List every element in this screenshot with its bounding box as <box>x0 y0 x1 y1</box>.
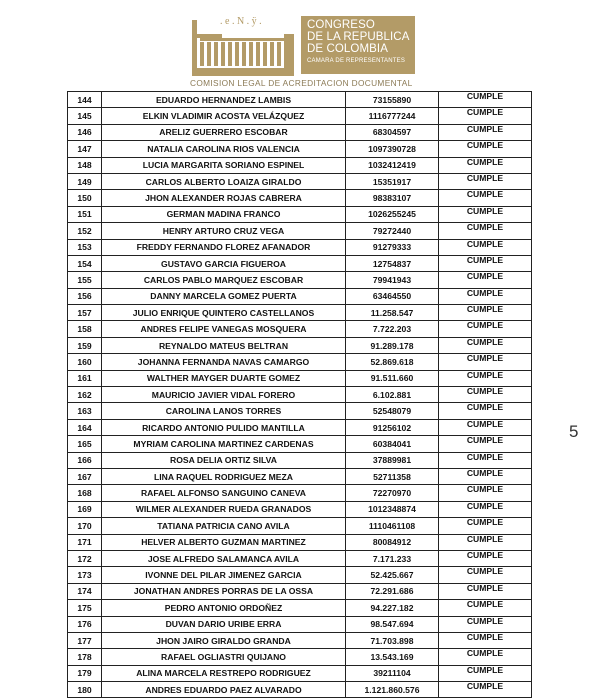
row-name: GERMAN MADINA FRANCO <box>102 206 346 222</box>
table-row <box>68 387 532 403</box>
row-id-number: 68304597 <box>346 124 439 140</box>
row-name: LUCIA MARGARITA SORIANO ESPINEL <box>102 157 346 173</box>
row-name: EDUARDO HERNANDEZ LAMBIS <box>102 92 346 108</box>
row-number: 146 <box>68 124 102 140</box>
row-status: CUMPLE <box>439 452 532 468</box>
row-number: 149 <box>68 173 102 189</box>
row-number: 164 <box>68 419 102 435</box>
row-name: JHON JAIRO GIRALDO GRANDA <box>102 632 346 648</box>
row-id-number: 37889981 <box>346 452 439 468</box>
table-row <box>68 157 532 173</box>
row-number: 174 <box>68 583 102 599</box>
table-row <box>68 534 532 550</box>
row-number: 162 <box>68 387 102 403</box>
row-name: WALTHER MAYGER DUARTE GOMEZ <box>102 370 346 386</box>
row-status: CUMPLE <box>439 387 532 403</box>
row-status: CUMPLE <box>439 321 532 337</box>
row-name: DUVAN DARIO URIBE ERRA <box>102 616 346 632</box>
row-status: CUMPLE <box>439 583 532 599</box>
row-status: CUMPLE <box>439 239 532 255</box>
row-status: CUMPLE <box>439 534 532 550</box>
row-number: 177 <box>68 632 102 648</box>
table-row <box>68 567 532 583</box>
row-number: 169 <box>68 501 102 517</box>
row-name: MYRIAM CAROLINA MARTINEZ CARDENAS <box>102 436 346 452</box>
row-id-number: 1.121.860.576 <box>346 682 439 698</box>
row-id-number: 98.547.694 <box>346 616 439 632</box>
table-row <box>68 682 532 698</box>
row-id-number: 91.511.660 <box>346 370 439 386</box>
row-id-number: 72270970 <box>346 485 439 501</box>
table-row <box>68 255 532 271</box>
commission-subtitle: COMISION LEGAL DE ACREDITACION DOCUMENTAL <box>190 78 413 88</box>
row-id-number: 7.171.233 <box>346 550 439 566</box>
row-id-number: 1012348874 <box>346 501 439 517</box>
row-number: 147 <box>68 141 102 157</box>
row-status: CUMPLE <box>439 255 532 271</box>
row-id-number: 79272440 <box>346 223 439 239</box>
row-status: CUMPLE <box>439 436 532 452</box>
table-row <box>68 485 532 501</box>
row-number: 152 <box>68 223 102 239</box>
table-row <box>68 288 532 304</box>
table-row <box>68 436 532 452</box>
row-status: CUMPLE <box>439 337 532 353</box>
table-row <box>68 632 532 648</box>
row-status: CUMPLE <box>439 649 532 665</box>
row-number: 175 <box>68 600 102 616</box>
row-name: ROSA DELIA ORTIZ SILVA <box>102 452 346 468</box>
row-status: CUMPLE <box>439 550 532 566</box>
row-number: 176 <box>68 616 102 632</box>
row-id-number: 73155890 <box>346 92 439 108</box>
row-name: MAURICIO JAVIER VIDAL FORERO <box>102 387 346 403</box>
row-status: CUMPLE <box>439 632 532 648</box>
row-number: 158 <box>68 321 102 337</box>
row-status: CUMPLE <box>439 206 532 222</box>
row-status: CUMPLE <box>439 173 532 189</box>
table-row <box>68 501 532 517</box>
row-name: HELVER ALBERTO GUZMAN MARTINEZ <box>102 534 346 550</box>
table-row <box>68 550 532 566</box>
table-row <box>68 337 532 353</box>
row-id-number: 1026255245 <box>346 206 439 222</box>
row-id-number: 94.227.182 <box>346 600 439 616</box>
row-name: CAROLINA LANOS TORRES <box>102 403 346 419</box>
row-id-number: 52.869.618 <box>346 354 439 370</box>
table-row <box>68 108 532 124</box>
row-number: 163 <box>68 403 102 419</box>
table-row <box>68 370 532 386</box>
logo-dots: . e . N . ÿ . <box>220 16 262 27</box>
row-name: REYNALDO MATEUS BELTRAN <box>102 337 346 353</box>
document-header <box>0 0 600 90</box>
row-name: ELKIN VLADIMIR ACOSTA VELÁZQUEZ <box>102 108 346 124</box>
row-number: 172 <box>68 550 102 566</box>
table-row <box>68 616 532 632</box>
row-name: JOHANNA FERNANDA NAVAS CAMARGO <box>102 354 346 370</box>
row-status: CUMPLE <box>439 157 532 173</box>
row-name: FREDDY FERNANDO FLOREZ AFANADOR <box>102 239 346 255</box>
table-row <box>68 239 532 255</box>
table-row <box>68 452 532 468</box>
row-number: 150 <box>68 190 102 206</box>
row-id-number: 6.102.881 <box>346 387 439 403</box>
row-status: CUMPLE <box>439 141 532 157</box>
logo-line-4: CAMARA DE REPRESENTANTES <box>307 58 406 64</box>
row-id-number: 52.425.667 <box>346 567 439 583</box>
row-number: 171 <box>68 534 102 550</box>
page-number: 5 <box>569 422 579 441</box>
row-name: GUSTAVO GARCIA FIGUEROA <box>102 255 346 271</box>
row-id-number: 52711358 <box>346 468 439 484</box>
row-number: 170 <box>68 518 102 534</box>
row-status: CUMPLE <box>439 485 532 501</box>
row-name: CARLOS ALBERTO LOAIZA GIRALDO <box>102 173 346 189</box>
row-status: CUMPLE <box>439 108 532 124</box>
table-row <box>68 583 532 599</box>
row-number: 148 <box>68 157 102 173</box>
row-number: 166 <box>68 452 102 468</box>
table-row <box>68 124 532 140</box>
row-id-number: 91.289.178 <box>346 337 439 353</box>
row-name: RICARDO ANTONIO PULIDO MANTILLA <box>102 419 346 435</box>
row-name: ALINA MARCELA RESTREPO RODRIGUEZ <box>102 665 346 681</box>
row-name: JONATHAN ANDRES PORRAS DE LA OSSA <box>102 583 346 599</box>
row-status: CUMPLE <box>439 501 532 517</box>
row-status: CUMPLE <box>439 616 532 632</box>
row-id-number: 52548079 <box>346 403 439 419</box>
table-row <box>68 141 532 157</box>
row-name: PEDRO ANTONIO ORDOÑEZ <box>102 600 346 616</box>
row-number: 180 <box>68 682 102 698</box>
row-id-number: 1116777244 <box>346 108 439 124</box>
row-id-number: 71.703.898 <box>346 632 439 648</box>
row-name: RAFAEL ALFONSO SANGUINO CANEVA <box>102 485 346 501</box>
capitol-building-logo <box>190 12 296 78</box>
row-name: JOSE ALFREDO SALAMANCA AVILA <box>102 550 346 566</box>
row-status: CUMPLE <box>439 370 532 386</box>
row-id-number: 39211104 <box>346 665 439 681</box>
logo-line-1: CONGRESO <box>307 19 375 31</box>
table-row <box>68 518 532 534</box>
row-status: CUMPLE <box>439 305 532 321</box>
row-name: DANNY MARCELA GOMEZ PUERTA <box>102 288 346 304</box>
row-id-number: 1110461108 <box>346 518 439 534</box>
row-id-number: 7.722.203 <box>346 321 439 337</box>
table-row <box>68 190 532 206</box>
row-id-number: 15351917 <box>346 173 439 189</box>
row-number: 159 <box>68 337 102 353</box>
row-id-number: 72.291.686 <box>346 583 439 599</box>
row-number: 161 <box>68 370 102 386</box>
row-id-number: 60384041 <box>346 436 439 452</box>
table-row <box>68 173 532 189</box>
table-row <box>68 403 532 419</box>
row-id-number: 63464550 <box>346 288 439 304</box>
row-status: CUMPLE <box>439 272 532 288</box>
row-status: CUMPLE <box>439 665 532 681</box>
table-row <box>68 649 532 665</box>
table-row <box>68 468 532 484</box>
table-row <box>68 354 532 370</box>
row-number: 154 <box>68 255 102 271</box>
row-number: 156 <box>68 288 102 304</box>
logo-line-2: DE LA REPUBLICA <box>307 31 410 43</box>
row-name: JHON ALEXANDER ROJAS CABRERA <box>102 190 346 206</box>
row-name: LINA RAQUEL RODRIGUEZ MEZA <box>102 468 346 484</box>
table-row <box>68 223 532 239</box>
row-name: WILMER ALEXANDER RUEDA GRANADOS <box>102 501 346 517</box>
row-status: CUMPLE <box>439 600 532 616</box>
row-number: 167 <box>68 468 102 484</box>
row-number: 144 <box>68 92 102 108</box>
row-number: 173 <box>68 567 102 583</box>
row-status: CUMPLE <box>439 419 532 435</box>
row-id-number: 91256102 <box>346 419 439 435</box>
row-status: CUMPLE <box>439 190 532 206</box>
row-id-number: 80084912 <box>346 534 439 550</box>
row-number: 165 <box>68 436 102 452</box>
accreditation-table-body <box>68 92 532 698</box>
row-status: CUMPLE <box>439 682 532 698</box>
row-id-number: 1032412419 <box>346 157 439 173</box>
row-status: CUMPLE <box>439 223 532 239</box>
row-number: 157 <box>68 305 102 321</box>
row-name: ANDRES EDUARDO PAEZ ALVARADO <box>102 682 346 698</box>
row-name: CARLOS PABLO MARQUEZ ESCOBAR <box>102 272 346 288</box>
row-id-number: 79941943 <box>346 272 439 288</box>
row-id-number: 91279333 <box>346 239 439 255</box>
table-row <box>68 665 532 681</box>
row-status: CUMPLE <box>439 92 532 108</box>
logo-line-3: DE COLOMBIA <box>307 43 388 55</box>
row-number: 168 <box>68 485 102 501</box>
row-number: 160 <box>68 354 102 370</box>
row-id-number: 13.543.169 <box>346 649 439 665</box>
row-status: CUMPLE <box>439 567 532 583</box>
row-status: CUMPLE <box>439 403 532 419</box>
row-status: CUMPLE <box>439 354 532 370</box>
table-row <box>68 600 532 616</box>
table-row <box>68 419 532 435</box>
row-status: CUMPLE <box>439 288 532 304</box>
row-id-number: 11.258.547 <box>346 305 439 321</box>
congress-logo-box <box>301 16 415 74</box>
row-number: 153 <box>68 239 102 255</box>
row-status: CUMPLE <box>439 518 532 534</box>
table-row <box>68 272 532 288</box>
table-row <box>68 321 532 337</box>
row-name: JULIO ENRIQUE QUINTERO CASTELLANOS <box>102 305 346 321</box>
row-number: 178 <box>68 649 102 665</box>
row-number: 145 <box>68 108 102 124</box>
row-name: TATIANA PATRICIA CANO AVILA <box>102 518 346 534</box>
row-status: CUMPLE <box>439 124 532 140</box>
row-id-number: 12754837 <box>346 255 439 271</box>
table-row <box>68 92 532 108</box>
row-name: ARELIZ GUERRERO ESCOBAR <box>102 124 346 140</box>
row-number: 151 <box>68 206 102 222</box>
row-number: 155 <box>68 272 102 288</box>
row-id-number: 1097390728 <box>346 141 439 157</box>
row-name: RAFAEL OGLIASTRI QUIJANO <box>102 649 346 665</box>
row-status: CUMPLE <box>439 468 532 484</box>
accreditation-table <box>67 91 532 698</box>
row-name: NATALIA CAROLINA RIOS VALENCIA <box>102 141 346 157</box>
row-name: ANDRES FELIPE VANEGAS MOSQUERA <box>102 321 346 337</box>
row-name: IVONNE DEL PILAR JIMENEZ GARCIA <box>102 567 346 583</box>
table-row <box>68 305 532 321</box>
row-name: HENRY ARTURO CRUZ VEGA <box>102 223 346 239</box>
row-id-number: 98383107 <box>346 190 439 206</box>
table-row <box>68 206 532 222</box>
row-number: 179 <box>68 665 102 681</box>
